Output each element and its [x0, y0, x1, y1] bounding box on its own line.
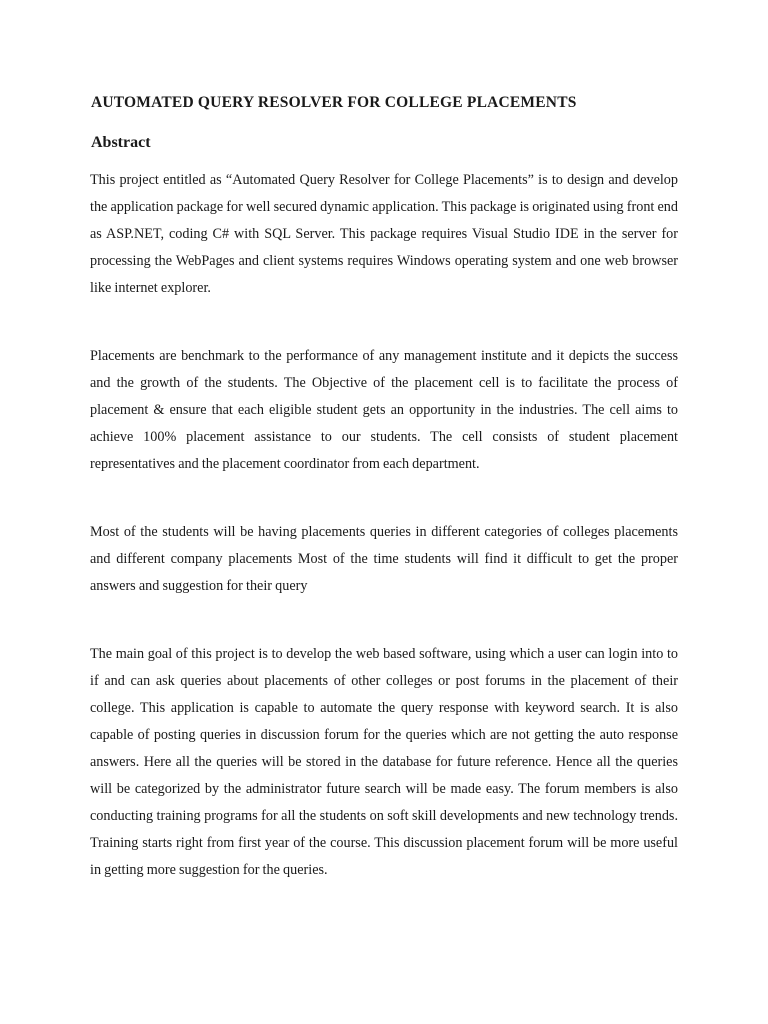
abstract-paragraph-3: Most of the students will be having placements queries in different categories of colleges placements and different company placements Most of the time students will find it difficult to get the proper answers and suggestion for their query: [90, 524, 678, 594]
document-body: [90, 92, 678, 884]
abstract-paragraph-4: The main goal of this project is to develop the web based software, using which a user can login into to if and can ask queries about placements of other colleges or post forums in the placement of their college. This application is capable to automate the query response with keyword search. It is also capable of posting queries in discussion forum for the queries which are not getting the auto response answers. Here all the queries will be stored in the database for future reference. Hence all the queries will be categorized by the administrator future search will be made easy. The forum members is also conducting training programs for all the students on soft skill developments and new technology trends. Training starts right from first year of the course. This discussion placement forum will be more useful in getting more suggestion for the queries.: [90, 646, 678, 878]
abstract-paragraph-2: Placements are benchmark to the performance of any management institute and it depicts the success and the growth of the students. The Objective of the placement cell is to facilitate the process of placement & ensure that each eligible student gets an opportunity in the industries. The cell aims to achieve 100% placement assistance to our students. The cell consists of student placement representatives and the placement coordinator from each department.: [90, 348, 678, 472]
document-title: AUTOMATED QUERY RESOLVER FOR COLLEGE PLACEMENTS: [91, 94, 577, 111]
abstract-heading: Abstract: [91, 134, 151, 151]
abstract-paragraph-1: This project entitled as “Automated Query Resolver for College Placements” is to design and develop the application package for well secured dynamic application. This package is originated using front end as ASP.NET, coding C# with SQL Server. This package requires Visual Studio IDE in the server for processing the WebPages and client systems requires Windows operating system and one web browser like internet explorer.: [90, 172, 678, 296]
